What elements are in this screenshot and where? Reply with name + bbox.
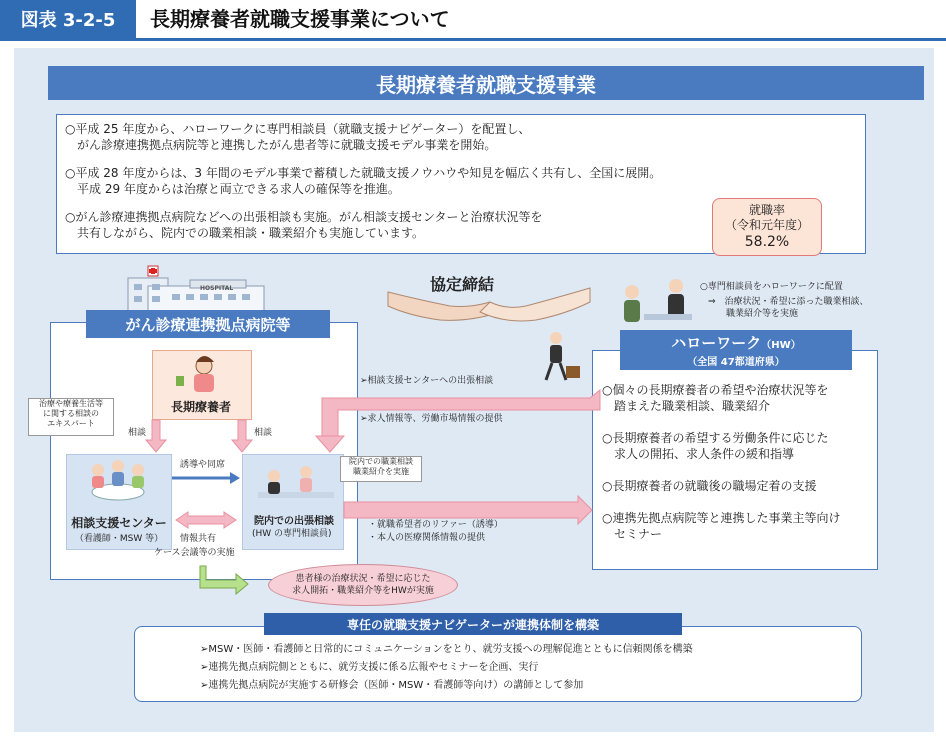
outreach-staff: (HW の専門相談員) (252, 529, 332, 539)
expert-note-line: に関する相談の (43, 409, 99, 418)
staff-placement-sub: 職業紹介等を実施 (708, 309, 799, 319)
ellipse-line: 求人開拓・職業紹介等をHWが実施 (292, 586, 434, 596)
hw-service-item: ○個々の長期療養者の希望や治療状況等を (602, 383, 829, 397)
intro-line: ○平成 25 年度から、ハローワークに専門相談員（就職支援ナビゲーター）を配置し、 (65, 122, 531, 136)
counselor-people-icon (624, 279, 692, 322)
hw-service-item: ○長期療養者の就職後の職場定着の支援 (602, 479, 817, 493)
inhouse-callout (340, 456, 422, 482)
outreach-flow-label: ➢相談支援センターへの出張相談 (360, 376, 494, 386)
walking-staff-icon (546, 332, 580, 380)
service-flow-arrow (200, 566, 248, 594)
hospital-sign: HOSPITAL (200, 285, 234, 292)
navigator-item: ➢MSW・医師・看護師と日常的にコミュニケーションをとり、就労支援への理解促進とともに信頼関係を構築 (200, 644, 693, 655)
outreach-flow-arrowhead (316, 436, 344, 452)
hellowork-title (620, 330, 852, 370)
navigator-item: ➢連携先拠点病院が実施する研修会（医師・MSW・看護師等向け）の講師として参加 (200, 680, 584, 691)
hw-service-item: ○長期療養者の希望する労働条件に応じた (602, 431, 829, 445)
program-banner: 長期療養者就職支援事業 (48, 66, 924, 100)
medical-info-label: ・本人の医療関係情報の提供 (368, 533, 486, 543)
consult-label-left: 相談 (128, 428, 147, 438)
referral-label: ・就職希望者のリファー（誘導） (368, 520, 503, 530)
hw-service-item: 求人の開拓、求人条件の緩和指導 (602, 447, 795, 461)
patient-label: 長期療養者 (170, 400, 231, 414)
ellipse-line: 患者様の治療状況・希望に応じた (295, 574, 431, 584)
hellowork-coverage: （全国 47都道府県） (687, 357, 785, 368)
intro-line: ○がん診療連携拠点病院などへの出張相談も実施。がん相談支援センターと治療状況等を (65, 210, 543, 224)
expert-callout (28, 398, 114, 436)
hw-service-ellipse (268, 564, 458, 606)
job-info-flow-label: ➢求人情報等、労働市場情報の提供 (360, 414, 503, 424)
rate-value: 58.2% (744, 234, 790, 250)
consult-arrow-left (146, 420, 166, 452)
inhouse-note-line: 院内での職業相談 (349, 457, 413, 466)
rate-period: （令和元年度） (724, 218, 809, 232)
intro-line: 平成 29 年度からは治療と両立できる求人の確保等を推進。 (65, 182, 400, 196)
expert-note-line: 治療や療養生活等 (39, 399, 103, 408)
consult-arrow-right (232, 420, 252, 452)
center-name: 相談支援センター (71, 516, 167, 530)
inhouse-note-line: 職業紹介を実施 (353, 467, 409, 476)
center-staff: （看護師・MSW 等） (74, 534, 164, 544)
guide-label: 誘導や同席 (180, 460, 226, 470)
navigator-title: 専任の就職支援ナビゲーターが連携体制を構築 (264, 613, 682, 635)
handshake-icon (388, 288, 590, 321)
guide-arrowhead (230, 472, 240, 484)
outreach-name: 院内での出張相談 (254, 516, 334, 527)
rate-label: 就職率 (748, 203, 785, 217)
staff-placement-sub: ⇒ 治療状況・希望に添った職業相談、 (708, 297, 869, 307)
page-title: 長期療養者就職支援事業について (150, 7, 450, 31)
intro-line: ○平成 28 年度からは、3 年間のモデル事業で蓄積した就職支援ノウハウや知見を幅広く共有し、全国に展開。 (65, 166, 662, 180)
agreement-label: 協定締結 (430, 275, 495, 294)
consult-label-right: 相談 (254, 428, 273, 438)
figure-number: 図表 3-2-5 (0, 0, 136, 38)
case-meeting-label: ケース会議等の実施 (154, 548, 235, 558)
info-share-arrow (176, 512, 236, 528)
hospital-title: がん診療連携拠点病院等 (86, 310, 330, 338)
navigator-item: ➢連携先拠点病院側とともに、就労支援に係る広報やセミナーを企画、実行 (200, 662, 539, 673)
intro-line: 共有しながら、院内での職業相談・職業紹介も実施しています。 (65, 226, 425, 240)
hellowork-name: ハローワーク (671, 334, 762, 352)
info-share-label: 情報共有 (180, 534, 217, 544)
staff-placement-note: ○専門相談員をハローワークに配置 (700, 282, 843, 292)
intro-line: がん診療連携拠点病院等と連携したがん患者等に就職支援モデル事業を開始。 (65, 138, 497, 152)
outreach-people-icon (258, 466, 334, 498)
outreach-flow-arrow (322, 390, 600, 436)
hellowork-abbr: （HW） (761, 340, 801, 351)
meeting-people-icon (92, 460, 144, 500)
expert-note-line: エキスパート (47, 419, 95, 428)
hw-service-item: ○連携先拠点病院等と連携した事業主等向け (602, 511, 841, 525)
patient-person-icon (176, 356, 214, 392)
hw-service-item: 踏まえた職業相談、職業紹介 (602, 399, 771, 413)
hw-service-item: セミナー (602, 527, 663, 541)
